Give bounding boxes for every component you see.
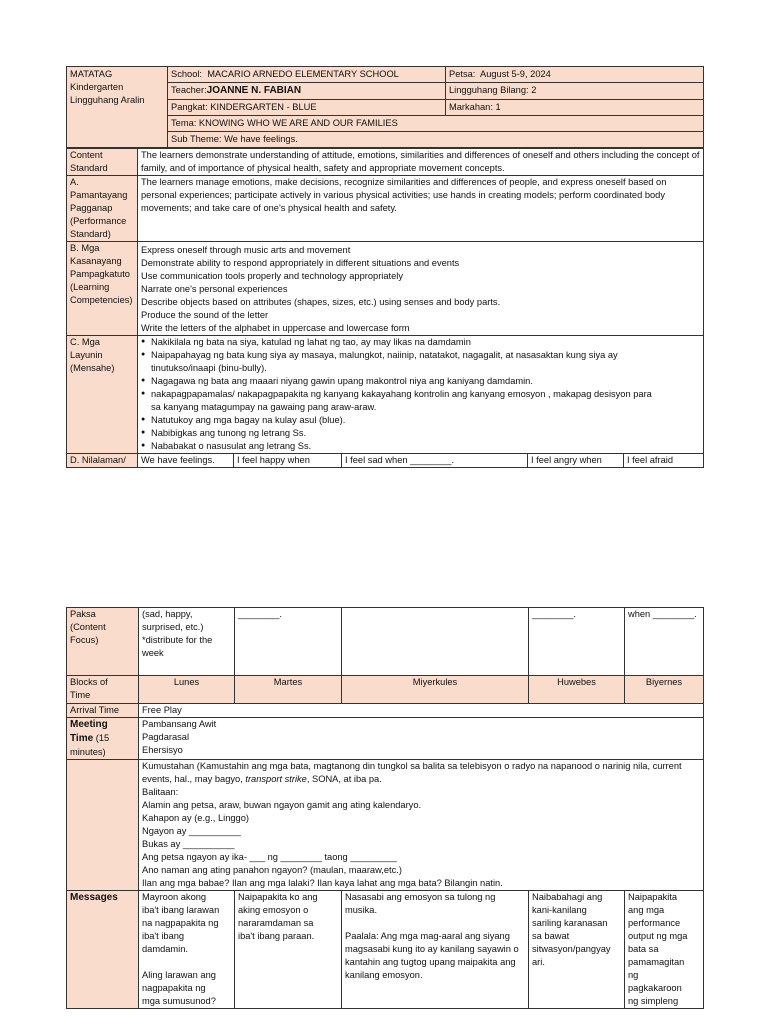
balitaan-line: Alamin ang petsa, araw, buwan ngayon gamit ang ating kalendaryo. xyxy=(142,800,422,811)
layunin-item: ● Nabibigkas ang tunong ng letrang Ss. xyxy=(141,427,700,440)
content-standard-text: The learners demonstrate understanding of attitude, emotions, similarities and differences of oneself and others including the concept of family, and of importance of physical health, safety and appropriate movement concepts. xyxy=(138,149,704,176)
paksa-lunes: (sad, happy, surprised, etc.) *distribute for the week xyxy=(139,608,235,676)
paksa-martes: ________. xyxy=(235,608,342,676)
lingguhang-bilang-value: 2 xyxy=(531,85,537,96)
competency-item: Produce the sound of the letter xyxy=(141,310,269,321)
petsa-cell: Petsa: August 5-9, 2024 xyxy=(446,67,704,83)
content-standard-label: Content Standard xyxy=(67,149,138,176)
subtheme-cell: Sub Theme: We have feelings. xyxy=(168,132,704,148)
messages-huwebes: Naibabahagi ang kani-kanilang sariling karanasan sa bawat sitwasyon/pangyay ari. xyxy=(529,891,625,1009)
layunin-item: ● Nakikilala ng bata na siya, katulad ng lahat ng tao, ay may likas na damdamin xyxy=(141,336,700,349)
kindergarten-label: Kindergarten xyxy=(70,82,124,93)
standards-table xyxy=(66,148,704,468)
meeting-item: Pambansang Awit xyxy=(142,719,217,730)
tema-cell: Tema: KNOWING WHO WE ARE AND OUR FAMILIES xyxy=(168,116,704,132)
nilalaman-miyerkules: I feel sad when ________. xyxy=(342,454,528,468)
competency-item: Write the letters of the alphabet in uppercase and lowercase form xyxy=(141,323,410,334)
kumustahan-block xyxy=(139,760,704,891)
nilalaman-martes: I feel happy when xyxy=(234,454,342,468)
lingguhang-aralin-label: Lingguhang Aralin xyxy=(70,95,145,106)
meeting-item: Pagdarasal xyxy=(142,732,190,743)
kumustahan-text: Kumustahan (Kamustahin ang mga bata, magtanong din tungkol sa balita sa telebisyon o radyo na napanood o narinig nila, current events, hal., may bagyo, transport strike, SONA, at iba pa. xyxy=(142,761,682,785)
meeting-item: Ehersisyo xyxy=(142,745,183,756)
messages-miyerkules: Nasasabi ang emosyon sa tulong ng musika. Paalala: Ang mga mag-aaral ang siyang magsasabi kung ito ay kanilang sayawin o kantahin ang tugtog upang maipakita ang kanilang emosyon. xyxy=(342,891,529,1009)
balitaan-line: Ang petsa ngayon ay ika- ___ ng ________ taong _________ xyxy=(142,852,397,863)
tema-value: KNOWING WHO WE ARE AND OUR FAMILIES xyxy=(198,118,398,129)
day-lunes: Lunes xyxy=(139,676,235,704)
balitaan-line: Ano naman ang ating panahon ngayon? (maulan, maaraw,etc.) xyxy=(142,865,402,876)
school-name: MACARIO ARNEDO ELEMENTARY SCHOOL xyxy=(207,69,399,79)
competency-item: Express oneself through music arts and movement xyxy=(141,245,351,256)
teacher-name: JOANNE N. FABIAN xyxy=(206,85,302,97)
pangkat-cell: Pangkat: KINDERGARTEN - BLUE xyxy=(168,100,446,116)
day-biyernes: Biyernes xyxy=(625,676,704,704)
competencies-list xyxy=(138,242,704,336)
layunin-item: ● Nagagawa ng bata ang maaari niyang gawin upang makontrol niya ang kaniyang damdamin. xyxy=(141,375,700,388)
paksa-huwebes: ________. xyxy=(529,608,625,676)
day-miyerkules: Miyerkules xyxy=(342,676,529,704)
paksa-biyernes: when ________. xyxy=(625,608,704,676)
arrival-time-label: Arrival Time xyxy=(67,704,139,718)
schedule-table xyxy=(66,607,704,1009)
layunin-item: ● Natutukoy ang mga bagay na kulay asul (blue). xyxy=(141,414,700,427)
petsa-value: August 5-9, 2024 xyxy=(480,69,551,79)
balitaan-line: Bukas ay __________ xyxy=(142,839,235,850)
layunin-label: C. Mga Layunin (Mensahe) xyxy=(67,336,138,454)
nilalaman-biyernes: I feel afraid xyxy=(624,454,704,468)
messages-martes: Naipapakita ko ang aking emosyon o nararamdaman sa iba't ibang paraan. xyxy=(235,891,342,1009)
plan-title-cell xyxy=(67,67,168,148)
nilalaman-huwebes: I feel angry when xyxy=(528,454,624,468)
competency-item: Narrate one's personal experiences xyxy=(141,284,288,295)
nilalaman-label: D. Nilalaman/ xyxy=(67,454,138,468)
performance-standard-label: A. Pamantayang Pagganap (Performance Standard) xyxy=(67,176,138,242)
header-table xyxy=(66,66,704,148)
competency-item: Describe objects based on attributes (shapes, sizes, etc.) using senses and body parts. xyxy=(141,297,501,308)
layunin-item: ● Naipapahayag ng bata kung siya ay masaya, malungkot, naiinip, natatakot, nagagalit, at nasasaktan kung siya ay tinutukso/inaapi (binu-bully). xyxy=(141,349,700,375)
balitaan-line: Ngayon ay __________ xyxy=(142,826,241,837)
messages-lunes: Mayroon akong iba't ibang larawan na nagpapakita ng iba't ibang damdamin. Aling larawan ang nagpapakita ng mga sumusunod? xyxy=(139,891,235,1009)
day-huwebes: Huwebes xyxy=(529,676,625,704)
meeting-items xyxy=(139,718,704,760)
subtheme-value: We have feelings. xyxy=(224,134,298,145)
balitaan-line: Ilan ang mga babae? Ilan ang mga lalaki? Ilan kaya lahat ang mga bata? Bilangin natin. xyxy=(142,878,503,889)
balitaan-line: Kahapon ay (e.g., Linggo) xyxy=(142,813,249,824)
performance-standard-text: The learners manage emotions, make decisions, recognize similarities and differences of people, and express oneself based on personal experiences; participate actively in various physical activities; use hands in creating models; perform coordinated body movements; and take care of one's physical health and safety. xyxy=(138,176,704,242)
messages-label: Messages xyxy=(67,891,139,1009)
teacher-cell: Teacher:JOANNE N. FABIAN xyxy=(168,83,446,100)
competency-item: Demonstrate ability to respond appropriately in different situations and events xyxy=(141,258,460,269)
competencies-label: B. Mga Kasanayang Pampagkatuto (Learning Competencies) xyxy=(67,242,138,336)
meeting-time-label: Meeting Time (15 minutes) xyxy=(67,718,139,760)
balitaan-line: Balitaan: xyxy=(142,787,179,798)
kumustahan-label-cell xyxy=(67,760,139,891)
markahan-value: 1 xyxy=(495,102,501,113)
day-martes: Martes xyxy=(235,676,342,704)
layunin-item: ● nakapagpapamalas/ nakapagpapakita ng kanyang kakayahang kontrolin ang kanyang emosyon , makapag desisyon para sa kanyang matagumpay na gawaing pang araw-araw. xyxy=(141,388,700,414)
layunin-item: ● Nababakat o nasusulat ang letrang Ss. xyxy=(141,440,700,453)
matatag-label: MATATAG xyxy=(70,69,113,79)
arrival-activity: Free Play xyxy=(139,704,704,718)
messages-biyernes: Naipapakita ang mga performance output ng mga bata sa pamamagitan ng pagkakaroon ng simpleng xyxy=(625,891,704,1009)
school-cell: School: MACARIO ARNEDO ELEMENTARY SCHOOL xyxy=(168,67,446,83)
competency-item: Use communication tools properly and technology appropriately xyxy=(141,271,404,282)
blocks-of-time-label: Blocks of Time xyxy=(67,676,139,704)
pangkat-value: KINDERGARTEN - BLUE xyxy=(210,102,317,113)
nilalaman-lunes: We have feelings. xyxy=(138,454,234,468)
lingguhang-bilang-cell: Lingguhang Bilang: 2 xyxy=(446,83,704,100)
paksa-miyerkules xyxy=(342,608,529,676)
layunin-list xyxy=(138,336,704,454)
paksa-label: Paksa (Content Focus) xyxy=(67,608,139,676)
markahan-cell: Markahan: 1 xyxy=(446,100,704,116)
